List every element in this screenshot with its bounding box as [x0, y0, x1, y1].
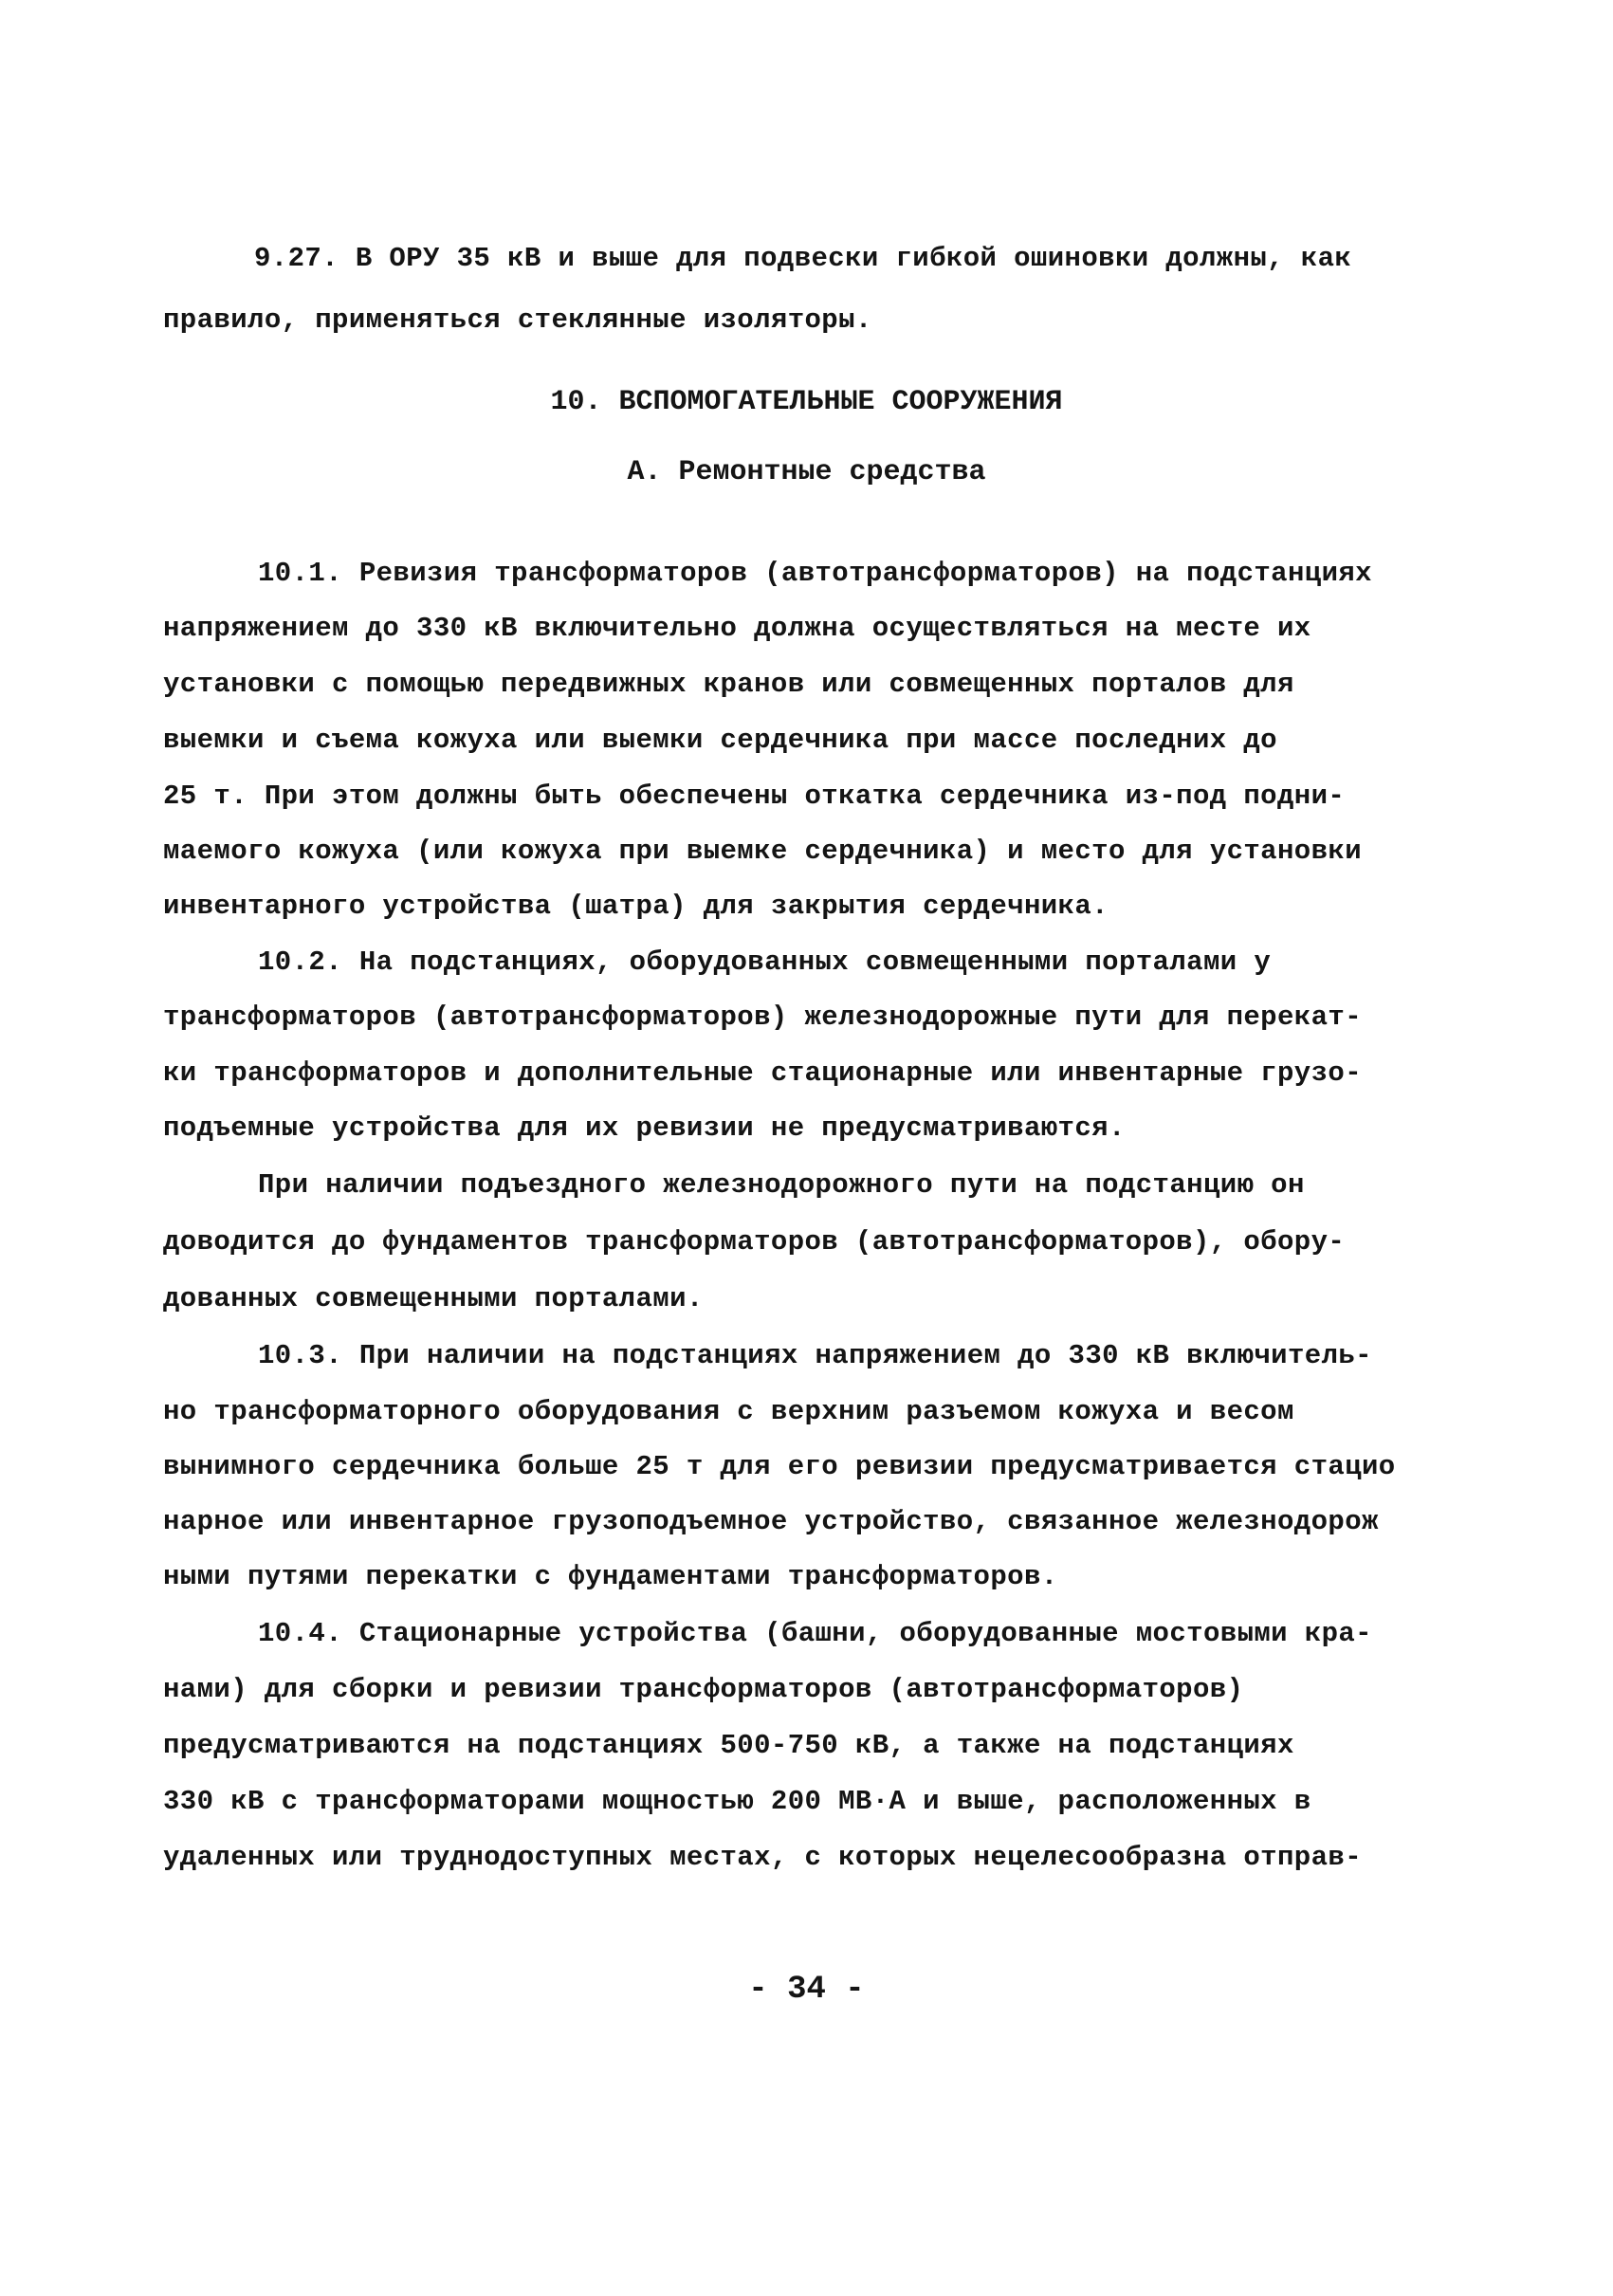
clause-10-1-line: 10.1. Ревизия трансформаторов (автотрансформаторов) на подстанциях [258, 558, 1372, 589]
clause-10-4-line: нами) для сборки и ревизии трансформаторов (автотрансформаторов) [163, 1674, 1244, 1705]
clause-9-27-line-1: 9.27. В ОРУ 35 кВ и выше для подвески гибкой ошиновки должны, как [254, 243, 1352, 274]
clause-10-3-line: ными путями перекатки с фундаментами трансформаторов. [163, 1561, 1058, 1592]
clause-10-4-line: 330 кВ с трансформаторами мощностью 200 МВ·А и выше, расположенных в [163, 1786, 1311, 1817]
clause-10-1-line: напряжением до 330 кВ включительно должна осуществляться на месте их [163, 613, 1311, 644]
clause-10-3-line: 10.3. При наличии на подстанциях напряжением до 330 кВ включитель- [258, 1340, 1372, 1371]
clause-10-1-line: маемого кожуха (или кожуха при выемке сердечника) и место для установки [163, 836, 1363, 867]
clause-10-1-line: выемки и съема кожуха или выемки сердечника при массе последних до [163, 725, 1277, 756]
clause-10-2-line: 10.2. На подстанциях, оборудованных совмещенными порталами у [258, 946, 1272, 978]
clause-10-2-note-line: дованных совмещенными порталами. [163, 1283, 704, 1314]
clause-10-4-line: удаленных или труднодоступных местах, с которых нецелесообразна отправ- [163, 1842, 1363, 1873]
clause-10-2-note-line: При наличии подъездного железнодорожного пути на подстанцию он [258, 1169, 1305, 1201]
subsection-title: А. Ремонтные средства [627, 456, 986, 488]
clause-10-3-line: но трансформаторного оборудования с верхним разъемом кожуха и весом [163, 1396, 1294, 1427]
clause-10-4-line: предусматриваются на подстанциях 500-750 кВ, а также на подстанциях [163, 1730, 1294, 1761]
clause-10-2-line: подъемные устройства для их ревизии не предусматриваются. [163, 1112, 1126, 1144]
clause-10-2-line: трансформаторов (автотрансформаторов) железнодорожные пути для перекат- [163, 1001, 1363, 1033]
clause-10-2-line: ки трансформаторов и дополнительные стационарные или инвентарные грузо- [163, 1057, 1363, 1089]
page-number: - 34 - [748, 1972, 865, 2008]
clause-10-4-line: 10.4. Стационарные устройства (башни, оборудованные мостовыми кра- [258, 1618, 1372, 1649]
clause-10-1-line: установки с помощью передвижных кранов или совмещенных порталов для [163, 669, 1294, 700]
clause-9-27-line-2: правило, применяться стеклянные изоляторы. [163, 304, 872, 336]
section-title: 10. ВСПОМОГАТЕЛЬНЫЕ СООРУЖЕНИЯ [550, 386, 1063, 418]
clause-10-3-line: вынимного сердечника больше 25 т для его ревизии предусматривается стацио [163, 1451, 1396, 1482]
clause-10-2-note-line: доводится до фундаментов трансформаторов (автотрансформаторов), обору- [163, 1226, 1346, 1258]
clause-10-3-line: нарное или инвентарное грузоподъемное устройство, связанное железнодорож [163, 1506, 1379, 1537]
clause-10-1-line: 25 т. При этом должны быть обеспечены откатка сердечника из-под подни- [163, 781, 1346, 812]
clause-10-1-line: инвентарного устройства (шатра) для закрытия сердечника. [163, 891, 1109, 922]
